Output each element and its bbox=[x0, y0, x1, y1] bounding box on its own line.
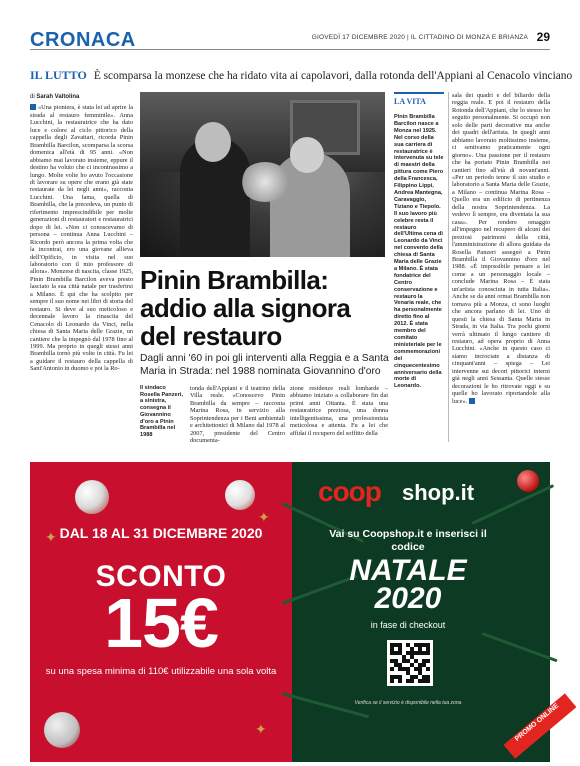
kicker-line bbox=[30, 68, 573, 83]
ornament-icon bbox=[44, 712, 80, 748]
article-column-1 bbox=[30, 94, 133, 373]
page-header bbox=[30, 28, 550, 50]
ornament-icon bbox=[517, 470, 539, 492]
photo-caption: Il sindaco Rosella Panzeri, a sinistra, consegna il Giovannino d'oro a Pinin Brambilla nel 1988 bbox=[140, 385, 183, 438]
article-column-2 bbox=[190, 385, 285, 445]
article-bullet-icon bbox=[30, 104, 36, 110]
ad-amount: 15€ bbox=[104, 584, 218, 662]
ad-checkout: in fase di checkout bbox=[370, 620, 446, 630]
ad-condition: su una spesa minima di 110€ utilizzabile una sola volta bbox=[45, 666, 277, 677]
column-2-text: tonda dell'Appiani e il teatrino della Villa reale. «Conoscevo Pinin Brambilla da sempre – racconta Marina Rosa, in servizio alla Soprintendenza per i Beni ambientali e architettonici di Milano dal 1978 al 2007, presidente del Centro documenta- bbox=[190, 385, 285, 445]
article-column-4 bbox=[452, 92, 550, 405]
promo-online-badge: PROMO ONLINE bbox=[504, 693, 577, 758]
sidebar-la-vita bbox=[394, 92, 444, 390]
header-meta: GIOVEDÌ 17 DICEMBRE 2020 | IL CITTADINO DI MONZA E BRIANZA bbox=[311, 34, 528, 41]
kicker-text: È scomparsa la monzese che ha ridato vita ai capolavori, dalla rotonda dell'Appiani al Cenacolo vinciano bbox=[93, 70, 573, 82]
star-icon: ✦ bbox=[258, 511, 270, 526]
end-bullet-icon bbox=[469, 398, 475, 404]
column-3-text: zione residenze reali lombarde – abbiamo iniziato a collaborare fin dai primi anni Ottanta. È stata una restauratrice preziosa, una donna intelligentissima, una professionista meticolosa e attenta. Fu a lei che affidai il recupero del soffitto della bbox=[290, 385, 388, 437]
page-number: 29 bbox=[536, 30, 550, 44]
promo-code-line-1: NATALE bbox=[349, 554, 467, 587]
ad-sconto: SCONTO bbox=[95, 560, 227, 593]
coop-logo: coop bbox=[318, 476, 381, 507]
star-icon: ✦ bbox=[255, 723, 267, 738]
ornament-icon bbox=[225, 480, 255, 510]
article-photo bbox=[140, 92, 385, 257]
star-icon: ✦ bbox=[45, 531, 57, 546]
article-headline: Pinin Brambilla: addio alla signora del restauro bbox=[140, 265, 351, 351]
ad-dates: DAL 18 AL 31 DICEMBRE 2020 bbox=[59, 525, 263, 541]
kicker-label: IL LUTTO bbox=[30, 68, 87, 82]
ad-left-panel bbox=[30, 462, 292, 762]
sidebar-title: LA VITA bbox=[394, 92, 444, 106]
qr-code-icon[interactable] bbox=[387, 640, 433, 686]
ornament-icon bbox=[75, 480, 109, 514]
sidebar-text: Pinin Brambilla Barcilon nasce a Monza nel 1925. Nel corso della sua carriera di restauratrice è intervenuta su tele di maestri della pittura come Piero della Francesca, Filippino Lippi, Andrea Mantegna, Caravaggio, Tiziano e Tiepolo. Il suo lavoro più celebre resta il restauro dell'Ultima cena di Leonardo da Vinci nel convento della chiesa di Santa Maria delle Grazie a Milano. È stata fondatrice del Centro conservazione e restauro la Venaria reale, che ha personalmente diretto fino al 2012. È stata membro del comitato ministeriale per le commemorazioni del cinquecentesimo anniversario della morte di Leonardo. bbox=[394, 114, 444, 390]
column-4-text: sala dei quadri e del biliardo della reggia reale. E poi il restauro della Rotonda dell'Appiani, che lo stesso ho seguito personalmente. Si occupò non solo delle parti decorative ma anche dei quadri dell'artista. In quegli anni abbiamo lavorato moltissimo insieme, ci sentivamo praticamente ogni giorno». Una passione per il restauro che ha portato Pinin Brambilla nei cantieri fino all'età di novant'anni. «Per un periodo tenne il suo studio e laboratorio a Santa Maria delle Grazie, a Milano – continua Marina Rosa – Quello era un edificio di pertinenza della nostra Soprintendenza. La vedevo lì sempre, era diventata la sua casa». Per rendere omaggio all'impegno nel recupero di alcuni dei preziosi patrimoni della città, l'amministrazione di allora guidata da Rosella Panzeri assegnò a Pinin Brambilla il Giovannino d'oro nel 1988. «È impossibile pensare a lei come a un personaggio locale – conclude Marina Rosa – È stata un'artista conosciuta in tutta Italia». Anche se da anni ormai Brambilla non tornava più a Monza, ci sono luoghi che ancora parlano di lei. Uno di questi la chiesa di Santa Maria in Strada, in via Italia. Tra pochi giorni verrà ultimato il lungo cantiere di restauro, ad opera proprio di Anna Lucchini. «Anche in questo caso ci siamo incrociate a distanza di cinquant'anni – spiega – Lei intervenne sui decori pittorici interni già negli anni Sessanta. Quelle stesse decorazioni le ho ritrovate oggi e su quelle ho lavorato riportandole alla luce». bbox=[452, 92, 550, 405]
article-column-3 bbox=[290, 385, 388, 437]
ad-disclaimer: Verifica se il servizio è disponibile nella tua zona bbox=[354, 700, 462, 706]
author-byline: di Sarah Valtolina bbox=[30, 94, 80, 100]
promo-code-line-2: 2020 bbox=[374, 582, 442, 615]
column-divider bbox=[448, 92, 449, 442]
ad-cta: Vai su Coopshop.it e inserisci il codice bbox=[329, 528, 487, 553]
section-title: CRONACA bbox=[30, 29, 136, 51]
coopshop-ad[interactable] bbox=[30, 462, 561, 762]
shop-logo: shop.it bbox=[402, 480, 475, 505]
article-subhead: Dagli anni '60 in poi gli interventi alla Reggia e a Santa Maria in Strada: nel 1988 nominata Giovannino d'oro bbox=[140, 353, 389, 377]
column-1-text: «Una pioniera, è stata lei ad aprire la strada al restauro femminile». Anna Lucchini, la restauratrice che ha dato luce e colore al ciclo pittorico della cappella degli Zavattari, ricorda Pinin Brambilla Barcilon, scomparsa la scorsa domenica all'età di 95 anni. «Non abbiamo mai lavorato insieme, eppure il destino ha voluto che ci incontrassimo a lungo. Molte volte ho avuto l'occasione di lavorare su opere che erano già state restaurate da lei negli anni», racconta Lucchini. Una fama, quella di Brambilla, che la precedeva, un punto di riferimento imprescindibile per molte generazioni di restauratori e restauratrici dopo di lei. «Non ci conoscevamo di persona – continua Anna Lucchini – Ricordo però ancora la prima volta che la incontrai, ero una giovane allieva dell'Opificio, in visita nel suo laboratorio con il mio professore di allora». Monzese di nascita, classe 1925, Pinin Brambilla Barcilon aveva presto lasciato la sua città natale per trasferirsi a Milano. È qui che ha scolpito per sempre il suo nome nei libri di storia del restauro. Si deve al suo meticoloso e decennale lavoro la rinascita del Cenacolo di Leonardo da Vinci, nella chiesa di Santa Maria delle Grazie, un cantiere che la impegnò dal 1978 fino al 1999. Ma proprio in quegli stessi anni Brambilla tornò più volte in città. Fu lei a guidare il restauro della cappella di Sant'Antonio in duomo e poi la Ro- bbox=[30, 104, 133, 373]
